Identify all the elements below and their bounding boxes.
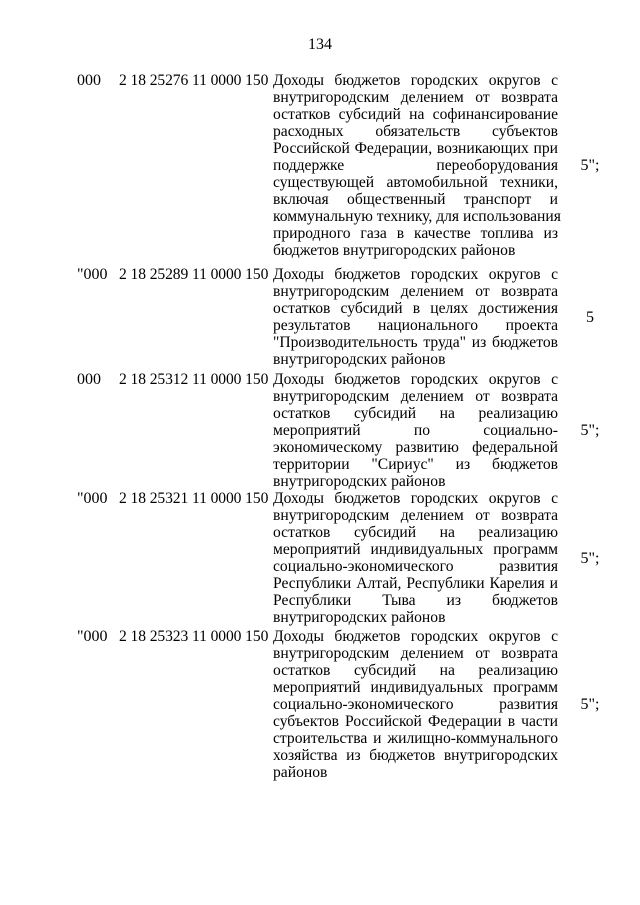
description-line: внутригородских районов <box>273 609 446 626</box>
description-line: мероприятий индивидуальных программ <box>273 541 558 558</box>
description-line: внутригородским делением от возврата <box>273 283 558 300</box>
description-line: существующей автомобильной техники, <box>273 174 558 191</box>
description-line: включая общественный транспорт и <box>273 191 558 208</box>
budget-classification-code: 2 18 25323 11 0000 150 <box>119 628 269 645</box>
description-line: субъектов Российской Федерации в части <box>273 713 558 730</box>
normative-rate: 5"; <box>580 696 600 713</box>
description-line: социально-экономического развития <box>273 558 558 575</box>
page-number: 134 <box>308 36 332 53</box>
description-line: экономическому развитию федеральной <box>273 439 558 456</box>
income-description <box>273 266 558 368</box>
description-line: Доходы бюджетов городских округов с <box>273 371 558 388</box>
description-line: бюджетов внутригородских районов <box>273 242 516 259</box>
budget-classification-code: 2 18 25321 11 0000 150 <box>119 490 269 507</box>
budget-classification-code: 2 18 25289 11 0000 150 <box>119 266 269 283</box>
description-line: Доходы бюджетов городских округов с <box>273 72 558 89</box>
description-line: Российской Федерации, возникающих при <box>273 140 558 157</box>
admin-code: 000 <box>77 72 101 89</box>
normative-rate: 5"; <box>580 549 600 567</box>
description-line: остатков субсидий в целях достижения <box>273 300 558 317</box>
description-line: "Производительность труда" из бюджетов <box>273 334 558 351</box>
admin-code: "000 <box>77 628 108 645</box>
admin-code: 000 <box>77 371 101 388</box>
description-line: внутригородских районов <box>273 351 446 368</box>
description-line: остатков субсидий на софинансирование <box>273 106 558 123</box>
description-line: внутригородским делением от возврата <box>273 89 558 106</box>
admin-code: "000 <box>77 266 108 283</box>
description-line: остатков субсидий на реализацию <box>273 405 558 422</box>
description-line: мероприятий индивидуальных программ <box>273 679 558 696</box>
description-line: Доходы бюджетов городских округов с <box>273 490 558 507</box>
normative-rate: 5"; <box>580 422 600 439</box>
description-line: Республики Тыва из бюджетов <box>273 592 558 609</box>
description-line: Республики Алтай, Республики Карелия и <box>273 575 558 592</box>
income-description <box>273 490 558 626</box>
budget-classification-code: 2 18 25276 11 0000 150 <box>119 72 269 89</box>
budget-classification-code: 2 18 25312 11 0000 150 <box>119 371 269 388</box>
income-description <box>273 371 558 490</box>
income-description <box>273 628 558 781</box>
description-line: районов <box>273 764 328 781</box>
description-line: поддержке переоборудования <box>273 157 558 174</box>
description-line: остатков субсидий на реализацию <box>273 524 558 541</box>
description-line: внутригородских районов <box>273 473 446 490</box>
description-line: природного газа в качестве топлива из <box>273 225 558 242</box>
income-description <box>273 72 561 259</box>
description-line: территории "Сириус" из бюджетов <box>273 456 558 473</box>
description-line: коммунальную технику, для использования <box>273 208 561 225</box>
normative-rate: 5"; <box>580 157 600 174</box>
description-line: остатков субсидий на реализацию <box>273 662 558 679</box>
description-line: внутригородским делением от возврата <box>273 645 558 662</box>
description-line: внутригородским делением от возврата <box>273 388 558 405</box>
description-line: Доходы бюджетов городских округов с <box>273 266 558 283</box>
description-line: результатов национального проекта <box>273 317 558 334</box>
admin-code: "000 <box>77 490 108 507</box>
description-line: Доходы бюджетов городских округов с <box>273 628 558 645</box>
description-line: расходных обязательств субъектов <box>273 123 558 140</box>
description-line: строительства и жилищно-коммунального <box>273 730 558 747</box>
description-line: социально-экономического развития <box>273 696 558 713</box>
description-line: мероприятий по социально- <box>273 422 558 439</box>
description-line: хозяйства из бюджетов внутригородских <box>273 747 558 764</box>
description-line: внутригородским делением от возврата <box>273 507 558 524</box>
normative-rate: 5 <box>586 308 594 326</box>
